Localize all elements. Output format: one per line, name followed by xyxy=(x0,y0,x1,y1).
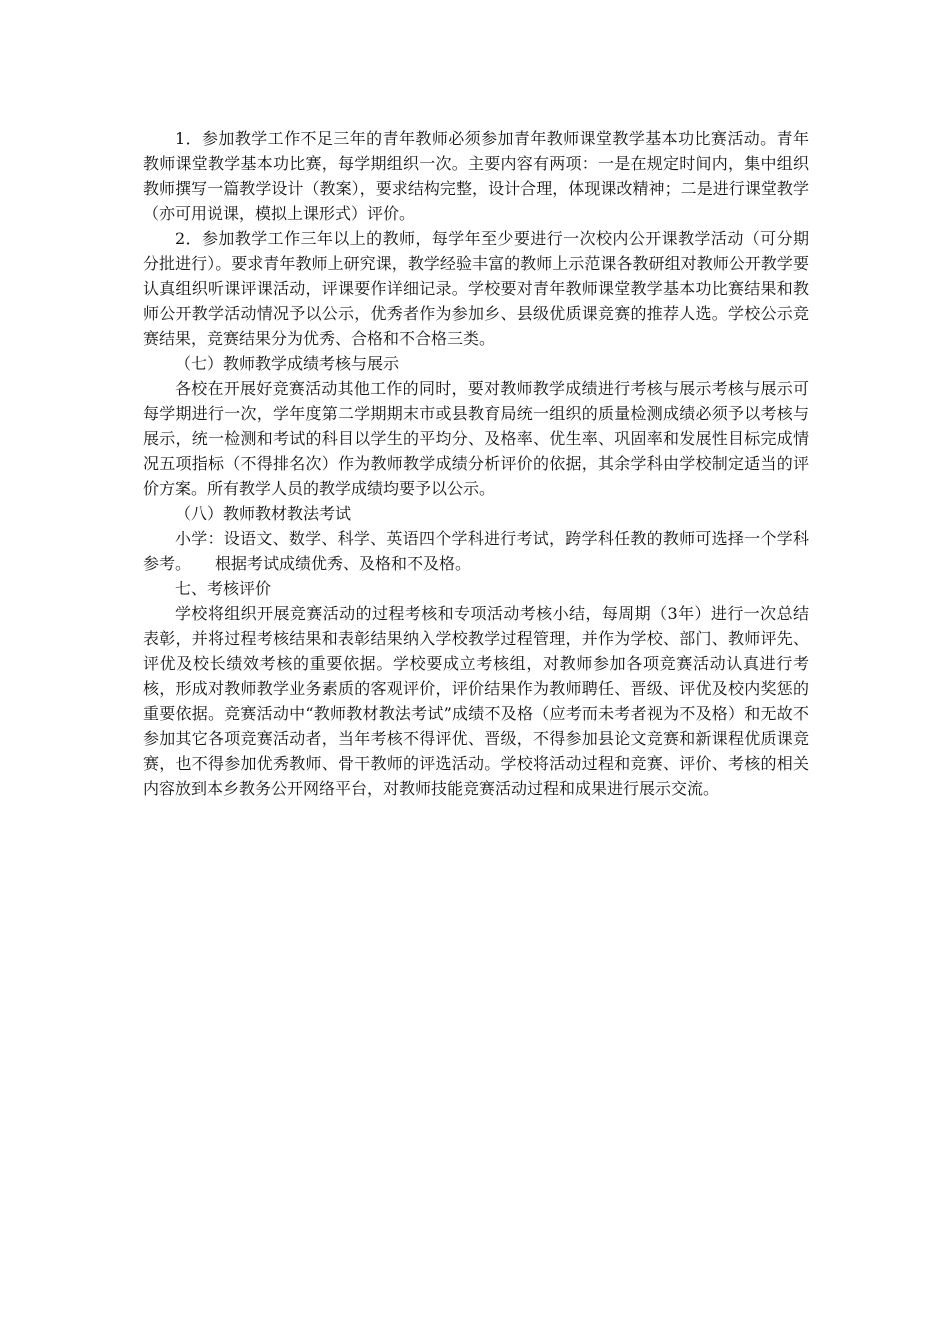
paragraph-teaching-results: 各校在开展好竞赛活动其他工作的同时，要对教师教学成绩进行考核与展示考核与展示可每学期进行一次，学年度第二学期期末市或县教育局统一组织的质量检测成绩必须予以考核与展示，统一检测和考试的科目以学生的平均分、及格率、优生率、巩固率和发展性目标完成情况五项指标（不得排名次）作为教师教学成绩分析评价的依据，其余学科由学校制定适当的评价方案。所有教学人员的教学成绩均要予以公示。 xyxy=(143,379,809,498)
paragraph-item-1: 1．参加教学工作不足三年的青年教师必须参加青年教师课堂教学基本功比赛活动。青年教师课堂教学基本功比赛，每学期组织一次。主要内容有两项：一是在规定时间内，集中组织教师撰写一篇教学设计（教案），要求结构完整，设计合理，体现课改精神；二是进行课堂教学（亦可用说课，模拟上课形式）评价。 xyxy=(143,129,809,223)
section-heading-8: （八）教师教材教法考试 xyxy=(175,504,352,523)
paragraph-exam: 小学：设语文、数学、科学、英语四个学科进行考试，跨学科任教的教师可选择一个学科参考。 根据考试成绩优秀、及格和不及格。 xyxy=(143,529,809,573)
paragraph-item-2: 2．参加教学工作三年以上的教师，每学年至少要进行一次校内公开课教学活动（可分期分批进行）。要求青年教师上研究课，教学经验丰富的教师上示范课各教研组对教师公开教学要认真组织听课评课活动，评课要作详细记录。学校要对青年教师课堂教学基本功比赛结果和教师公开教学活动情况予以公示，优秀者作为参加乡、县级优质课竞赛的推荐人选。学校公示竞赛结果，竞赛结果分为优秀、合格和不合格三类。 xyxy=(143,229,809,348)
paragraph-evaluation: 学校将组织开展竞赛活动的过程考核和专项活动考核小结，每周期（3年）进行一次总结表彰，并将过程考核结果和表彰结果纳入学校教学过程管理，并作为学校、部门、教师评先、评优及校长绩效考核的重要依据。学校要成立考核组，对教师参加各项竞赛活动认真进行考核，形成对教师教学业务素质的客观评价，评价结果作为教师聘任、晋级、评优及校内奖惩的重要依据。竞赛活动中“教师教材教法考试”成绩不及格（应考而未考者视为不及格）和无故不参加其它各项竞赛活动者，当年考核不得评优、晋级，不得参加县论文竞赛和新课程优质课竞赛，也不得参加优秀教师、骨干教师的评选活动。学校将活动过程和竞赛、评价、考核的相关内容放到本乡教务公开网络平台，对教师技能竞赛活动过程和成果进行展示交流。 xyxy=(143,604,809,798)
section-heading-7: （七）教师教学成绩考核与展示 xyxy=(175,354,400,373)
document-body xyxy=(143,126,809,801)
section-heading-evaluation: 七、考核评价 xyxy=(175,579,272,598)
